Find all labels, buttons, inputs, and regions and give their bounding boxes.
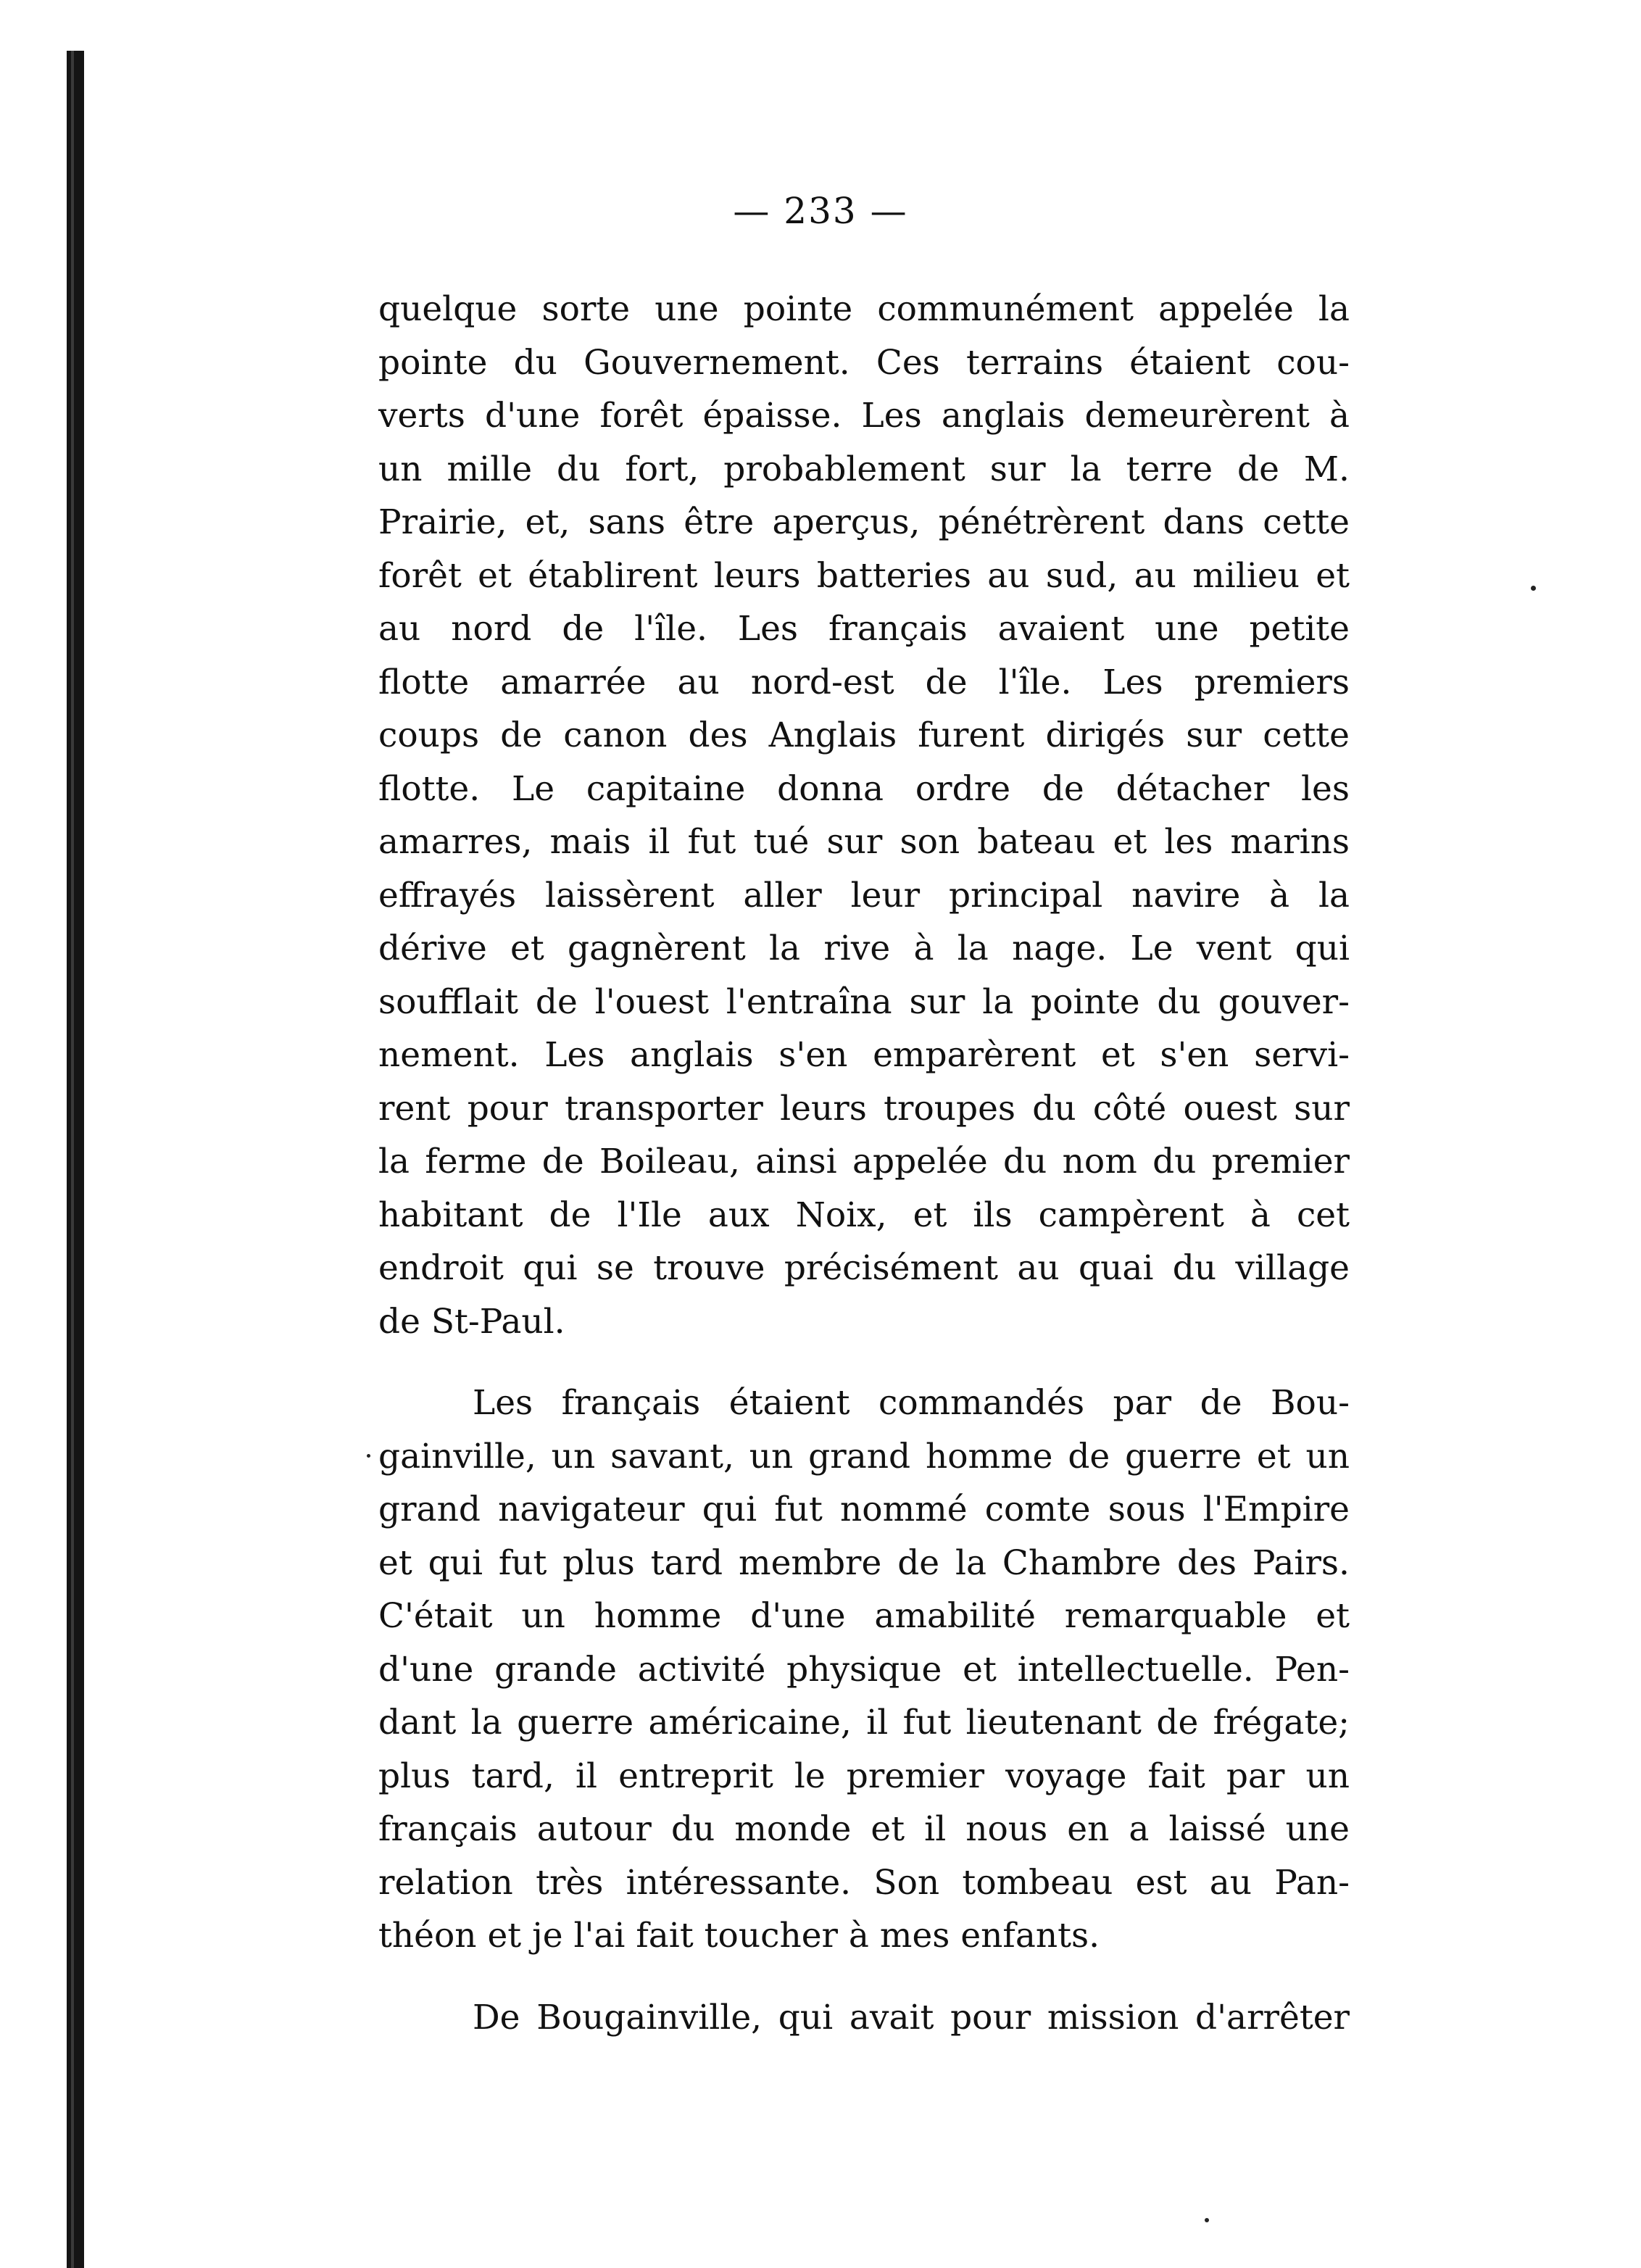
text-line: effrayés laissèrent aller leur principal navire à la	[378, 875, 1350, 915]
text-line: dérive et gagnèrent la rive à la nage. Le vent qui	[378, 929, 1350, 968]
text-line: De Bougainville, qui avait pour mission d'arrêter	[473, 1997, 1350, 2038]
text-line: grand navigateur qui fut nommé comte sous l'Empire	[378, 1490, 1350, 1529]
text-line: rent pour transporter leurs troupes du côté ouest sur	[378, 1088, 1350, 1129]
text-line: C'était un homme d'une amabilité remarquable et	[378, 1596, 1350, 1636]
page-body	[378, 283, 1350, 2044]
text-line: Prairie, et, sans être aperçus, pénétrèrent dans cette	[378, 502, 1350, 542]
text-line: flotte amarrée au nord-est de l'île. Les premiers	[378, 662, 1350, 702]
page-number: — 233 —	[733, 190, 908, 232]
text-line: relation très intéressante. Son tombeau est au Pan-	[378, 1862, 1350, 1903]
paragraph-gap	[378, 1963, 1350, 1991]
paragraph-3	[378, 1991, 1350, 2045]
text-line: habitant de l'Ile aux Noix, et ils campèrent à cet	[378, 1195, 1350, 1235]
text-line: dant la guerre américaine, il fut lieutenant de frégate;	[378, 1703, 1350, 1742]
text-line: nement. Les anglais s'en emparèrent et s'en servi-	[378, 1035, 1350, 1075]
text-line: pointe du Gouvernement. Ces terrains étaient cou-	[378, 342, 1350, 383]
text-line: plus tard, il entreprit le premier voyage fait par un	[378, 1756, 1350, 1796]
text-line: gainville, un savant, un grand homme de guerre et un	[378, 1436, 1350, 1476]
paragraph-2	[378, 1376, 1350, 1963]
text-line: la ferme de Boileau, ainsi appelée du nom du premier	[378, 1142, 1350, 1181]
text-line: quelque sorte une pointe communément appelée la	[378, 289, 1350, 329]
text-line: et qui fut plus tard membre de la Chambre des Pairs.	[378, 1542, 1350, 1583]
text-line: d'une grande activité physique et intellectuelle. Pen-	[378, 1649, 1350, 1690]
text-line: verts d'une forêt épaisse. Les anglais demeurèrent à	[378, 396, 1350, 436]
text-line: endroit qui se trouve précisément au quai du village	[378, 1248, 1350, 1288]
text-line: un mille du fort, probablement sur la terre de M.	[378, 449, 1350, 489]
paragraph-gap	[378, 1348, 1350, 1376]
text-line: soufflait de l'ouest l'entraîna sur la pointe du gouver-	[378, 981, 1350, 1022]
text-line: coups de canon des Anglais furent dirigés sur cette	[378, 715, 1350, 755]
text-line: forêt et établirent leurs batteries au sud, au milieu et	[378, 555, 1350, 596]
scan-speck	[1205, 2218, 1209, 2222]
text-line: amarres, mais il fut tué sur son bateau et les marins	[378, 822, 1350, 862]
text-line: théon et je l'ai fait toucher à mes enfants.	[378, 1916, 1100, 1956]
text-line: de St-Paul.	[378, 1301, 565, 1342]
text-line: français autour du monde et il nous en a laissé une	[378, 1809, 1350, 1849]
text-line: flotte. Le capitaine donna ordre de détacher les	[378, 768, 1350, 809]
text-line: au nord de l'île. Les français avaient une petite	[378, 609, 1350, 649]
scan-speck	[1531, 586, 1536, 591]
text-line: Les français étaient commandés par de Bou-	[473, 1383, 1350, 1423]
binding-edge	[67, 51, 84, 2268]
paragraph-1	[378, 283, 1350, 1348]
scan-speck	[367, 1454, 370, 1458]
